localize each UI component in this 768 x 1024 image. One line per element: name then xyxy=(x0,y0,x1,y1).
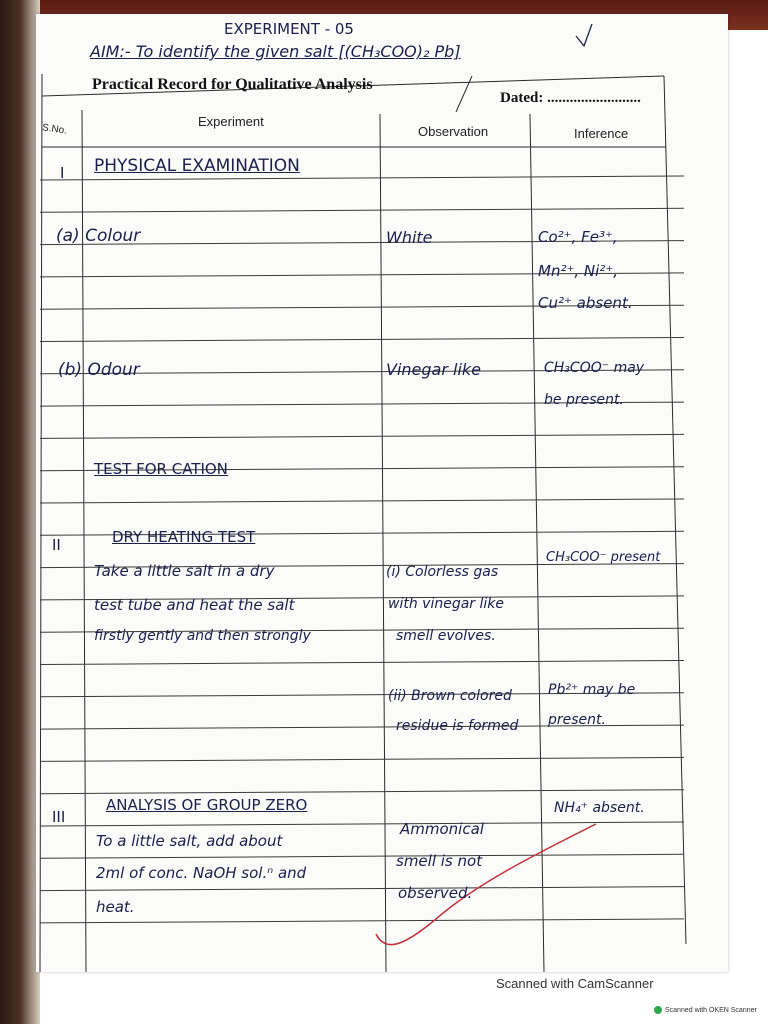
odour-inference-1: CH₃COO⁻ may xyxy=(544,360,645,376)
dry-heating-obs-4: (ii) Brown colored xyxy=(388,688,512,704)
dry-heating-step-1: Take a little salt in a dry xyxy=(94,562,275,580)
ruled-line xyxy=(40,887,684,891)
dry-heating-obs-2: with vinegar like xyxy=(388,596,504,612)
col-inference: Inference xyxy=(574,126,629,141)
section-1-title: PHYSICAL EXAMINATION xyxy=(94,156,300,176)
scanner-watermark: Scanned with CamScanner xyxy=(496,976,654,991)
record-title: Practical Record for Qualitative Analysis xyxy=(92,76,373,93)
col-sno: S.No. xyxy=(41,122,68,137)
notebook-page xyxy=(36,14,728,972)
ruled-line xyxy=(40,822,684,826)
odour-label: (b) Odour xyxy=(58,360,140,380)
colour-inference-3: Cu²⁺ absent. xyxy=(538,294,633,312)
dry-heating-obs-3: smell evolves. xyxy=(396,628,496,644)
group-zero-inference: NH₄⁺ absent. xyxy=(554,800,645,816)
notebook-spine xyxy=(0,0,40,1024)
group-zero-obs-1: Ammonical xyxy=(400,820,484,838)
group-zero-step-2: 2ml of conc. NaOH sol.ⁿ and xyxy=(96,864,307,882)
ruled-line xyxy=(40,790,684,794)
section-3-title: ANALYSIS OF GROUP ZERO xyxy=(106,796,308,814)
experiment-title: EXPERIMENT - 05 xyxy=(224,20,354,38)
dry-heating-obs-5: residue is formed xyxy=(396,718,519,734)
scanner-watermark-2-text: Scanned with OKEN Scanner xyxy=(665,1006,757,1014)
dry-heating-step-3: firstly gently and then strongly xyxy=(94,628,311,644)
col-observation: Observation xyxy=(418,124,489,139)
group-zero-step-3: heat. xyxy=(96,898,135,916)
colour-inference-1: Co²⁺, Fe³⁺, xyxy=(538,228,618,246)
dry-heating-inference-1: CH₃COO⁻ present xyxy=(546,550,661,565)
ruled-line xyxy=(40,661,684,665)
group-zero-step-1: To a little salt, add about xyxy=(96,832,283,850)
ruled-line xyxy=(40,338,684,342)
scanner-watermark-2 xyxy=(654,1006,757,1014)
section-2-title: DRY HEATING TEST xyxy=(112,528,256,546)
section-1-number: I xyxy=(60,164,65,182)
dry-heating-inference-2: Pb²⁺ may be xyxy=(548,682,636,698)
section-3-number: III xyxy=(52,808,66,826)
tick-icon xyxy=(576,24,592,46)
colour-inference-2: Mn²⁺, Ni²⁺, xyxy=(538,262,619,280)
dry-heating-inference-3: present. xyxy=(548,712,606,728)
odour-observation: Vinegar like xyxy=(386,360,481,379)
colour-observation: White xyxy=(386,228,433,247)
ruled-line xyxy=(40,499,684,503)
cation-heading: TEST FOR CATION xyxy=(94,460,228,478)
ruled-line xyxy=(40,434,684,438)
ruled-line xyxy=(40,176,684,180)
aim-line: AIM:- To identify the given salt [(CH₃COO)₂ Pb] xyxy=(90,42,461,61)
ruled-line xyxy=(40,854,684,858)
group-zero-obs-2: smell is not xyxy=(396,852,483,870)
ruled-line xyxy=(40,757,684,761)
dry-heating-step-2: test tube and heat the salt xyxy=(94,596,295,614)
scanner-logo-icon xyxy=(654,1006,662,1014)
odour-inference-2: be present. xyxy=(544,392,624,408)
dated-label: Dated: ......................... xyxy=(500,90,641,106)
ruled-line xyxy=(40,919,684,923)
dry-heating-obs-1: (i) Colorless gas xyxy=(386,564,499,580)
group-zero-obs-3: observed. xyxy=(398,884,473,902)
col-experiment: Experiment xyxy=(198,114,264,129)
section-2-number: II xyxy=(52,536,61,554)
colour-label: (a) Colour xyxy=(56,226,141,246)
ruled-line xyxy=(40,208,684,212)
